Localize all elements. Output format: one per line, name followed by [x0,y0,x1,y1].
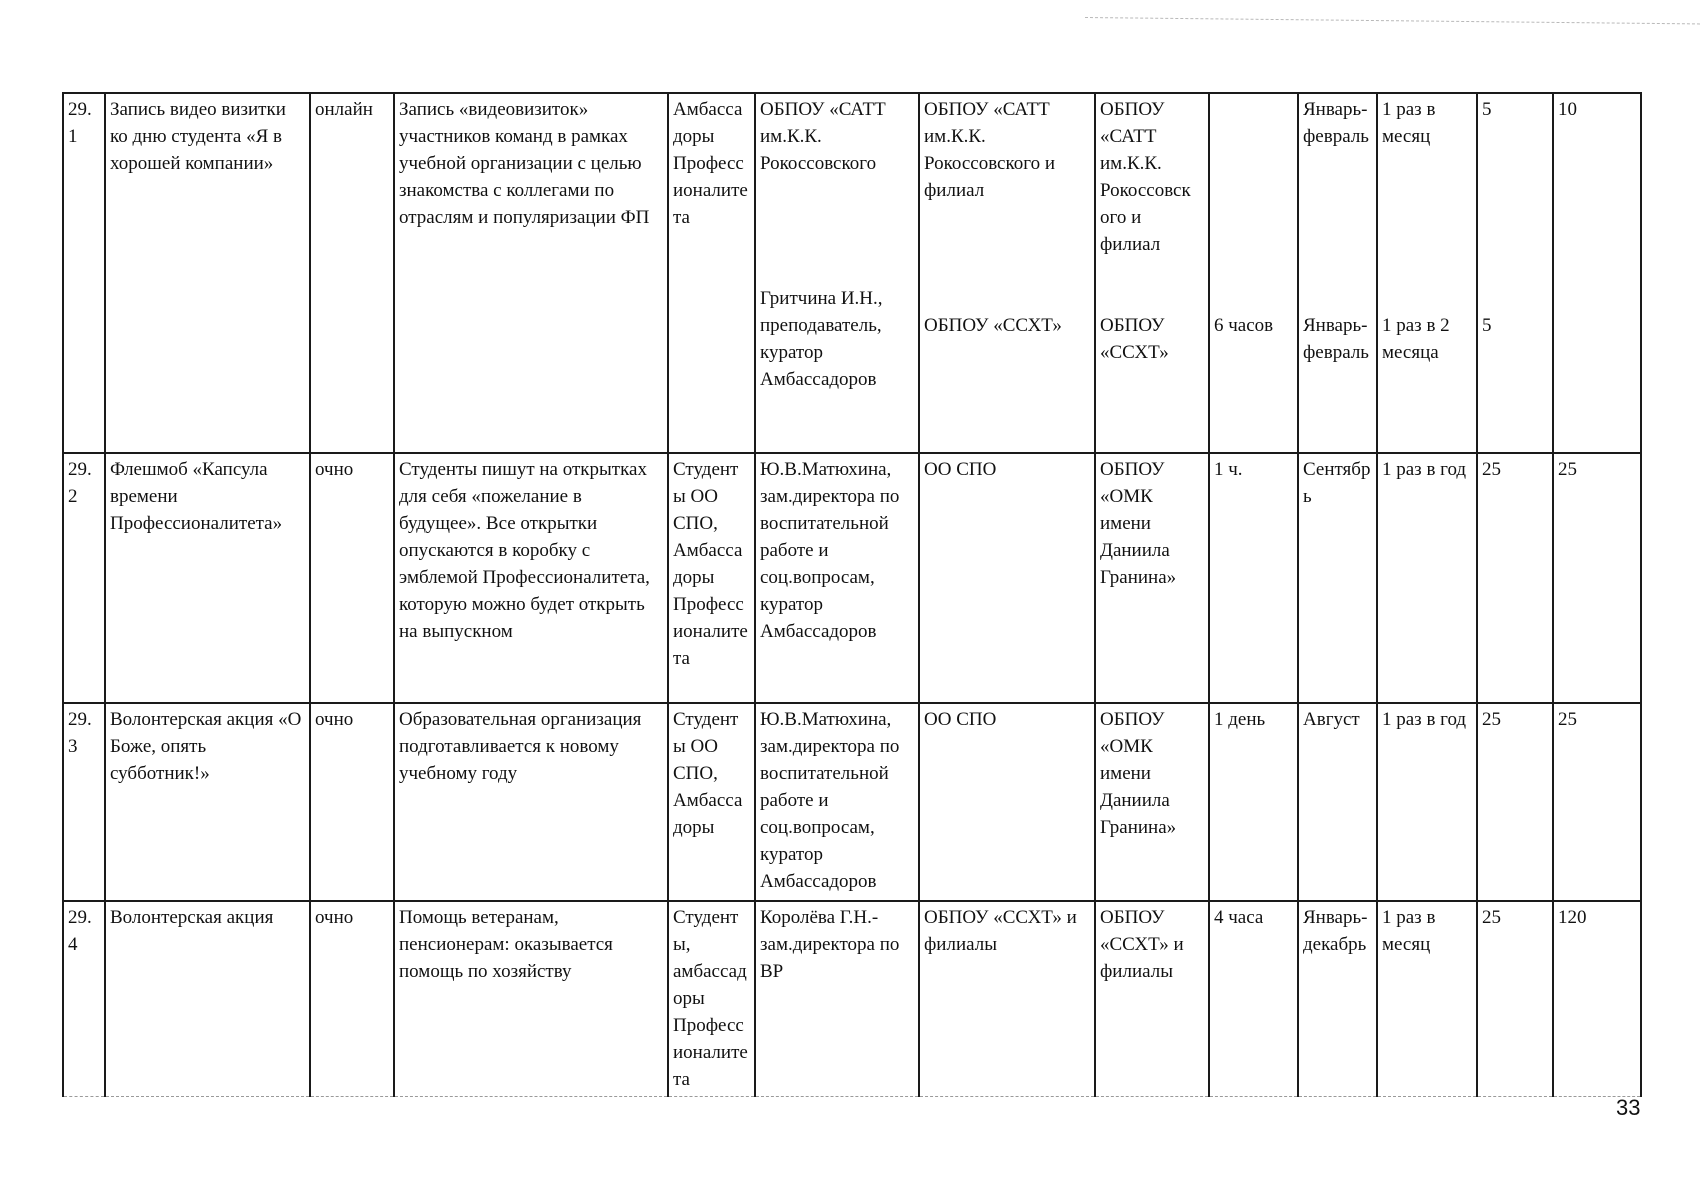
event-count: 25 [1477,453,1553,703]
event-venue: ОБПОУ «ССХТ» и филиалы [1095,901,1209,1096]
event-name: Флешмоб «Капсула времени Профессионалитета» [105,453,310,703]
table-row [63,901,1641,1096]
event-responsible: Королёва Г.Н.- зам.директора по ВР [755,901,919,1096]
event-organizer: ОО СПО [919,703,1095,901]
scan-artifact-line [1085,17,1700,24]
event-count: 25 [1477,703,1553,901]
duration-entry: 6 часов [1214,315,1274,336]
event-total: 25 [1553,703,1641,901]
row-number: 29.4 [63,901,105,1096]
period-entry: Январь-февраль [1303,315,1369,363]
event-format: очно [310,703,394,901]
event-participants: Студент ы ОО СПО, Амбасса доры Професс ионалите та [668,453,755,703]
duration-entry [1214,96,1294,285]
event-name: Волонтерская акция [105,901,310,1096]
row-number: 29.1 [63,93,105,453]
event-duration: 4 часа [1209,901,1298,1096]
event-period: Сентябр ь [1298,453,1377,703]
event-period [1298,93,1377,453]
events-table [62,92,1642,1097]
event-description: Образовательная организация подготавливается к новому учебному году [394,703,668,901]
event-description: Студенты пишут на открытках для себя «пожелание в будущее». Все открытки опускаются в коробку с эмблемой Профессионалитета, которую можно будет открыть на выпускном [394,453,668,703]
count-entry: 5 [1482,315,1492,336]
event-responsible: Ю.В.Матюхина, зам.директора по воспитательной работе и соц.вопросам, куратор Амбассадоров [755,453,919,703]
table-row [63,93,1641,453]
responsible-entry: ОБПОУ «САТТ им.К.К. Рокоссовского [760,99,886,174]
event-organizer [919,93,1095,453]
event-responsible: Ю.В.Матюхина, зам.директора по воспитательной работе и соц.вопросам, куратор Амбассадоров [755,703,919,901]
table-row [63,453,1641,703]
count-entry: 5 [1482,99,1492,120]
event-count [1477,93,1553,453]
event-duration [1209,93,1298,453]
table-row [63,703,1641,901]
event-period: Август [1298,703,1377,901]
event-frequency [1377,93,1477,453]
event-organizer: ОБПОУ «ССХТ» и филиалы [919,901,1095,1096]
responsible-entry: Гритчина И.Н., преподаватель, куратор Амбассадоров [760,288,883,390]
event-frequency: 1 раз в год [1377,703,1477,901]
frequency-entry: 1 раз в 2 месяца [1382,315,1450,363]
page-number: 33 [1616,1095,1641,1120]
event-participants: Студент ы, амбассад оры Професс ионалите та [668,901,755,1096]
event-count: 25 [1477,901,1553,1096]
event-format: очно [310,453,394,703]
period-entry: Январь-февраль [1303,99,1369,147]
event-name: Запись видео визитки ко дню студента «Я в хорошей компании» [105,93,310,453]
event-duration: 1 день [1209,703,1298,901]
frequency-entry: 1 раз в месяц [1382,99,1436,147]
event-organizer: ОО СПО [919,453,1095,703]
event-participants: Студент ы ОО СПО, Амбасса доры [668,703,755,901]
event-description: Запись «видеовизиток» участников команд в рамках учебной организации с целью знакомства с коллегами по отраслям и популяризации ФП [394,93,668,453]
event-description: Помощь ветеранам, пенсионерам: оказывается помощь по хозяйству [394,901,668,1096]
event-period: Январь-декабрь [1298,901,1377,1096]
venue-entry: ОБПОУ «САТТ им.К.К. Рокоссовск ого и филиал [1100,99,1191,255]
row-number: 29.3 [63,703,105,901]
organizer-entry: ОБПОУ «ССХТ» [924,315,1062,336]
event-frequency: 1 раз в месяц [1377,901,1477,1096]
row-number: 29.2 [63,453,105,703]
event-format: очно [310,901,394,1096]
event-total: 10 [1553,93,1641,453]
event-format: онлайн [310,93,394,453]
event-participants: Амбасса доры Професс ионалите та [668,93,755,453]
event-name: Волонтерская акция «О Боже, опять субботник!» [105,703,310,901]
event-duration: 1 ч. [1209,453,1298,703]
event-total: 120 [1553,901,1641,1096]
event-venue: ОБПОУ «ОМК имени Даниила Гранина» [1095,453,1209,703]
event-venue: ОБПОУ «ОМК имени Даниила Гранина» [1095,703,1209,901]
organizer-entry: ОБПОУ «САТТ им.К.К. Рокоссовского и филиал [924,99,1055,201]
event-responsible [755,93,919,453]
venue-entry: ОБПОУ «ССХТ» [1100,315,1169,363]
event-frequency: 1 раз в год [1377,453,1477,703]
event-total: 25 [1553,453,1641,703]
event-venue [1095,93,1209,453]
